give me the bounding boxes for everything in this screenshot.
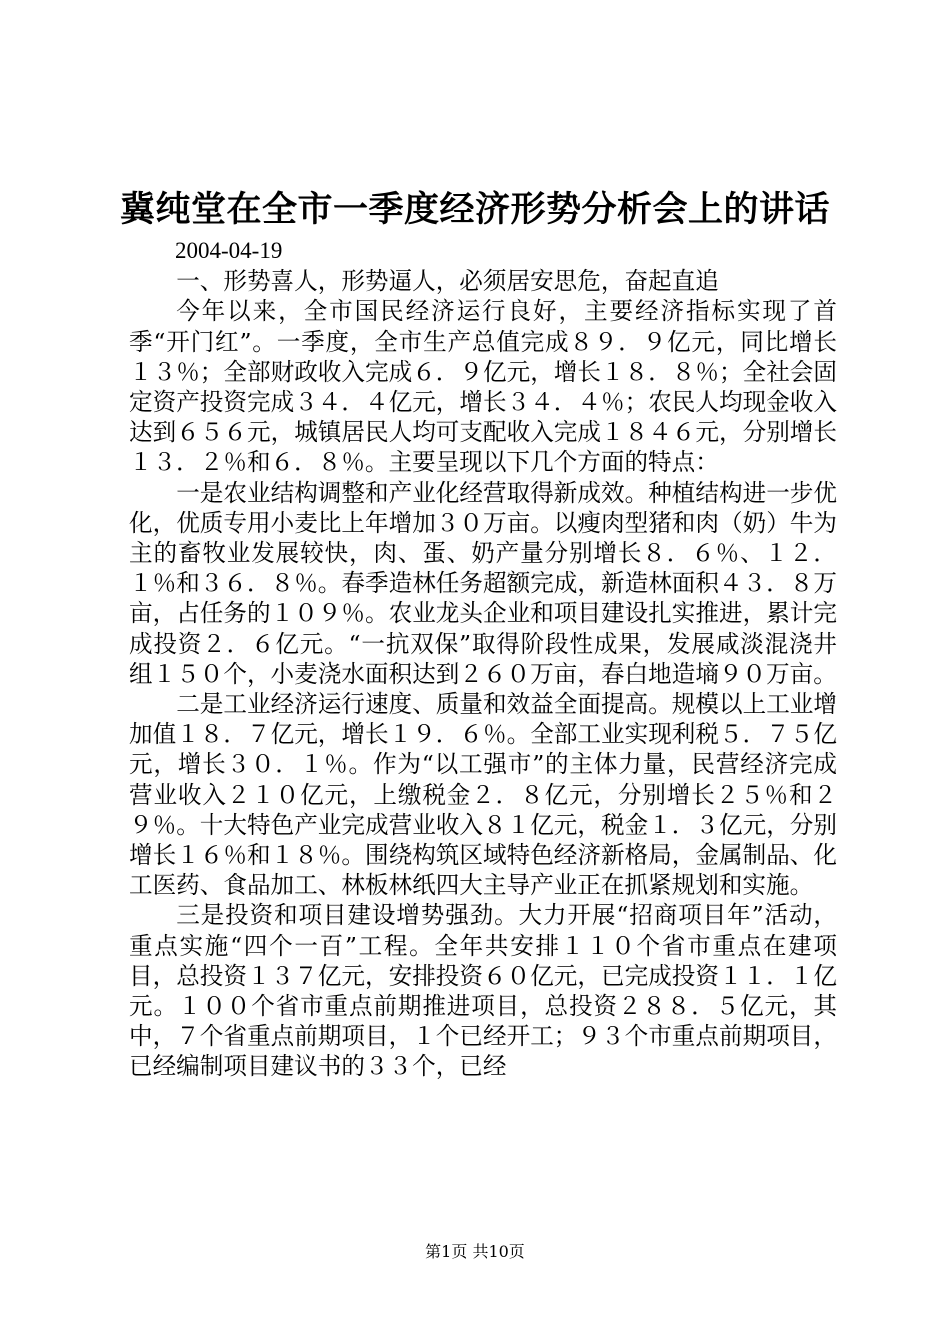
- section-heading: 一、形势喜人，形势逼人，必须居安思危，奋起直追: [176, 267, 719, 296]
- paragraph-industry: 二是工业经济运行速度、质量和效益全面提高。规模以上工业增加值１８．７亿元，增长１９．６％。全部工业实现利税５．７５亿元，增长３０．１％。作为“以工强市”的主体力量，民营经济完成营业收入２１０亿元，上缴税金２．８亿元，分别增长２５％和２９％。十大特色产业完成营业收入８１亿元，税金１．３亿元，分别增长１６％和１８％。围绕构筑区域特色经济新格局，金属制品、化工医药、食品加工、林板林纸四大主导产业正在抓紧规划和实施。: [129, 690, 837, 900]
- paragraph-intro: 今年以来，全市国民经济运行良好，主要经济指标实现了首季“开门红”。一季度，全市生产总值完成８９．９亿元，同比增长１３％；全部财政收入完成６．９亿元，增长１８．８％；全社会固定资产投资完成３４．４亿元，增长３４．４％；农民人均现金收入达到６５６元，城镇居民人均可支配收入完成１８４６元，分别增长１３．２％和６．８％。主要呈现以下几个方面的特点：: [129, 297, 837, 477]
- document-date: 2004-04-19: [175, 238, 283, 263]
- paragraph-agriculture: 一是农业结构调整和产业化经营取得新成效。种植结构进一步优化，优质专用小麦比上年增加３０万亩。以瘦肉型猪和肉（奶）牛为主的畜牧业发展较快，肉、蛋、奶产量分别增长８．６％、１２．１％和３６．８％。春季造林任务超额完成，新造林面积４３．８万亩，占任务的１０９％。农业龙头企业和项目建设扎实推进，累计完成投资２．６亿元。“一抗双保”取得阶段性成果，发展咸淡混浇井组１５０个，小麦浇水面积达到２６０万亩，春白地造墒９０万亩。: [129, 478, 837, 688]
- document-title: 冀纯堂在全市一季度经济形势分析会上的讲话: [119, 189, 830, 230]
- document-body: [129, 236, 837, 1082]
- paragraph-investment: 三是投资和项目建设增势强劲。大力开展“招商项目年”活动，重点实施“四个一百”工程。全年共安排１１０个省市重点在建项目，总投资１３７亿元，安排投资６０亿元，已完成投资１１．１亿元。１００个省市重点前期推进项目，总投资２８８．５亿元，其中，７个省重点前期项目，１个已经开工；９３个市重点前期项目，已经编制项目建议书的３３个，已经: [129, 901, 837, 1081]
- page-number-footer: 第1页 共10页: [425, 1242, 525, 1261]
